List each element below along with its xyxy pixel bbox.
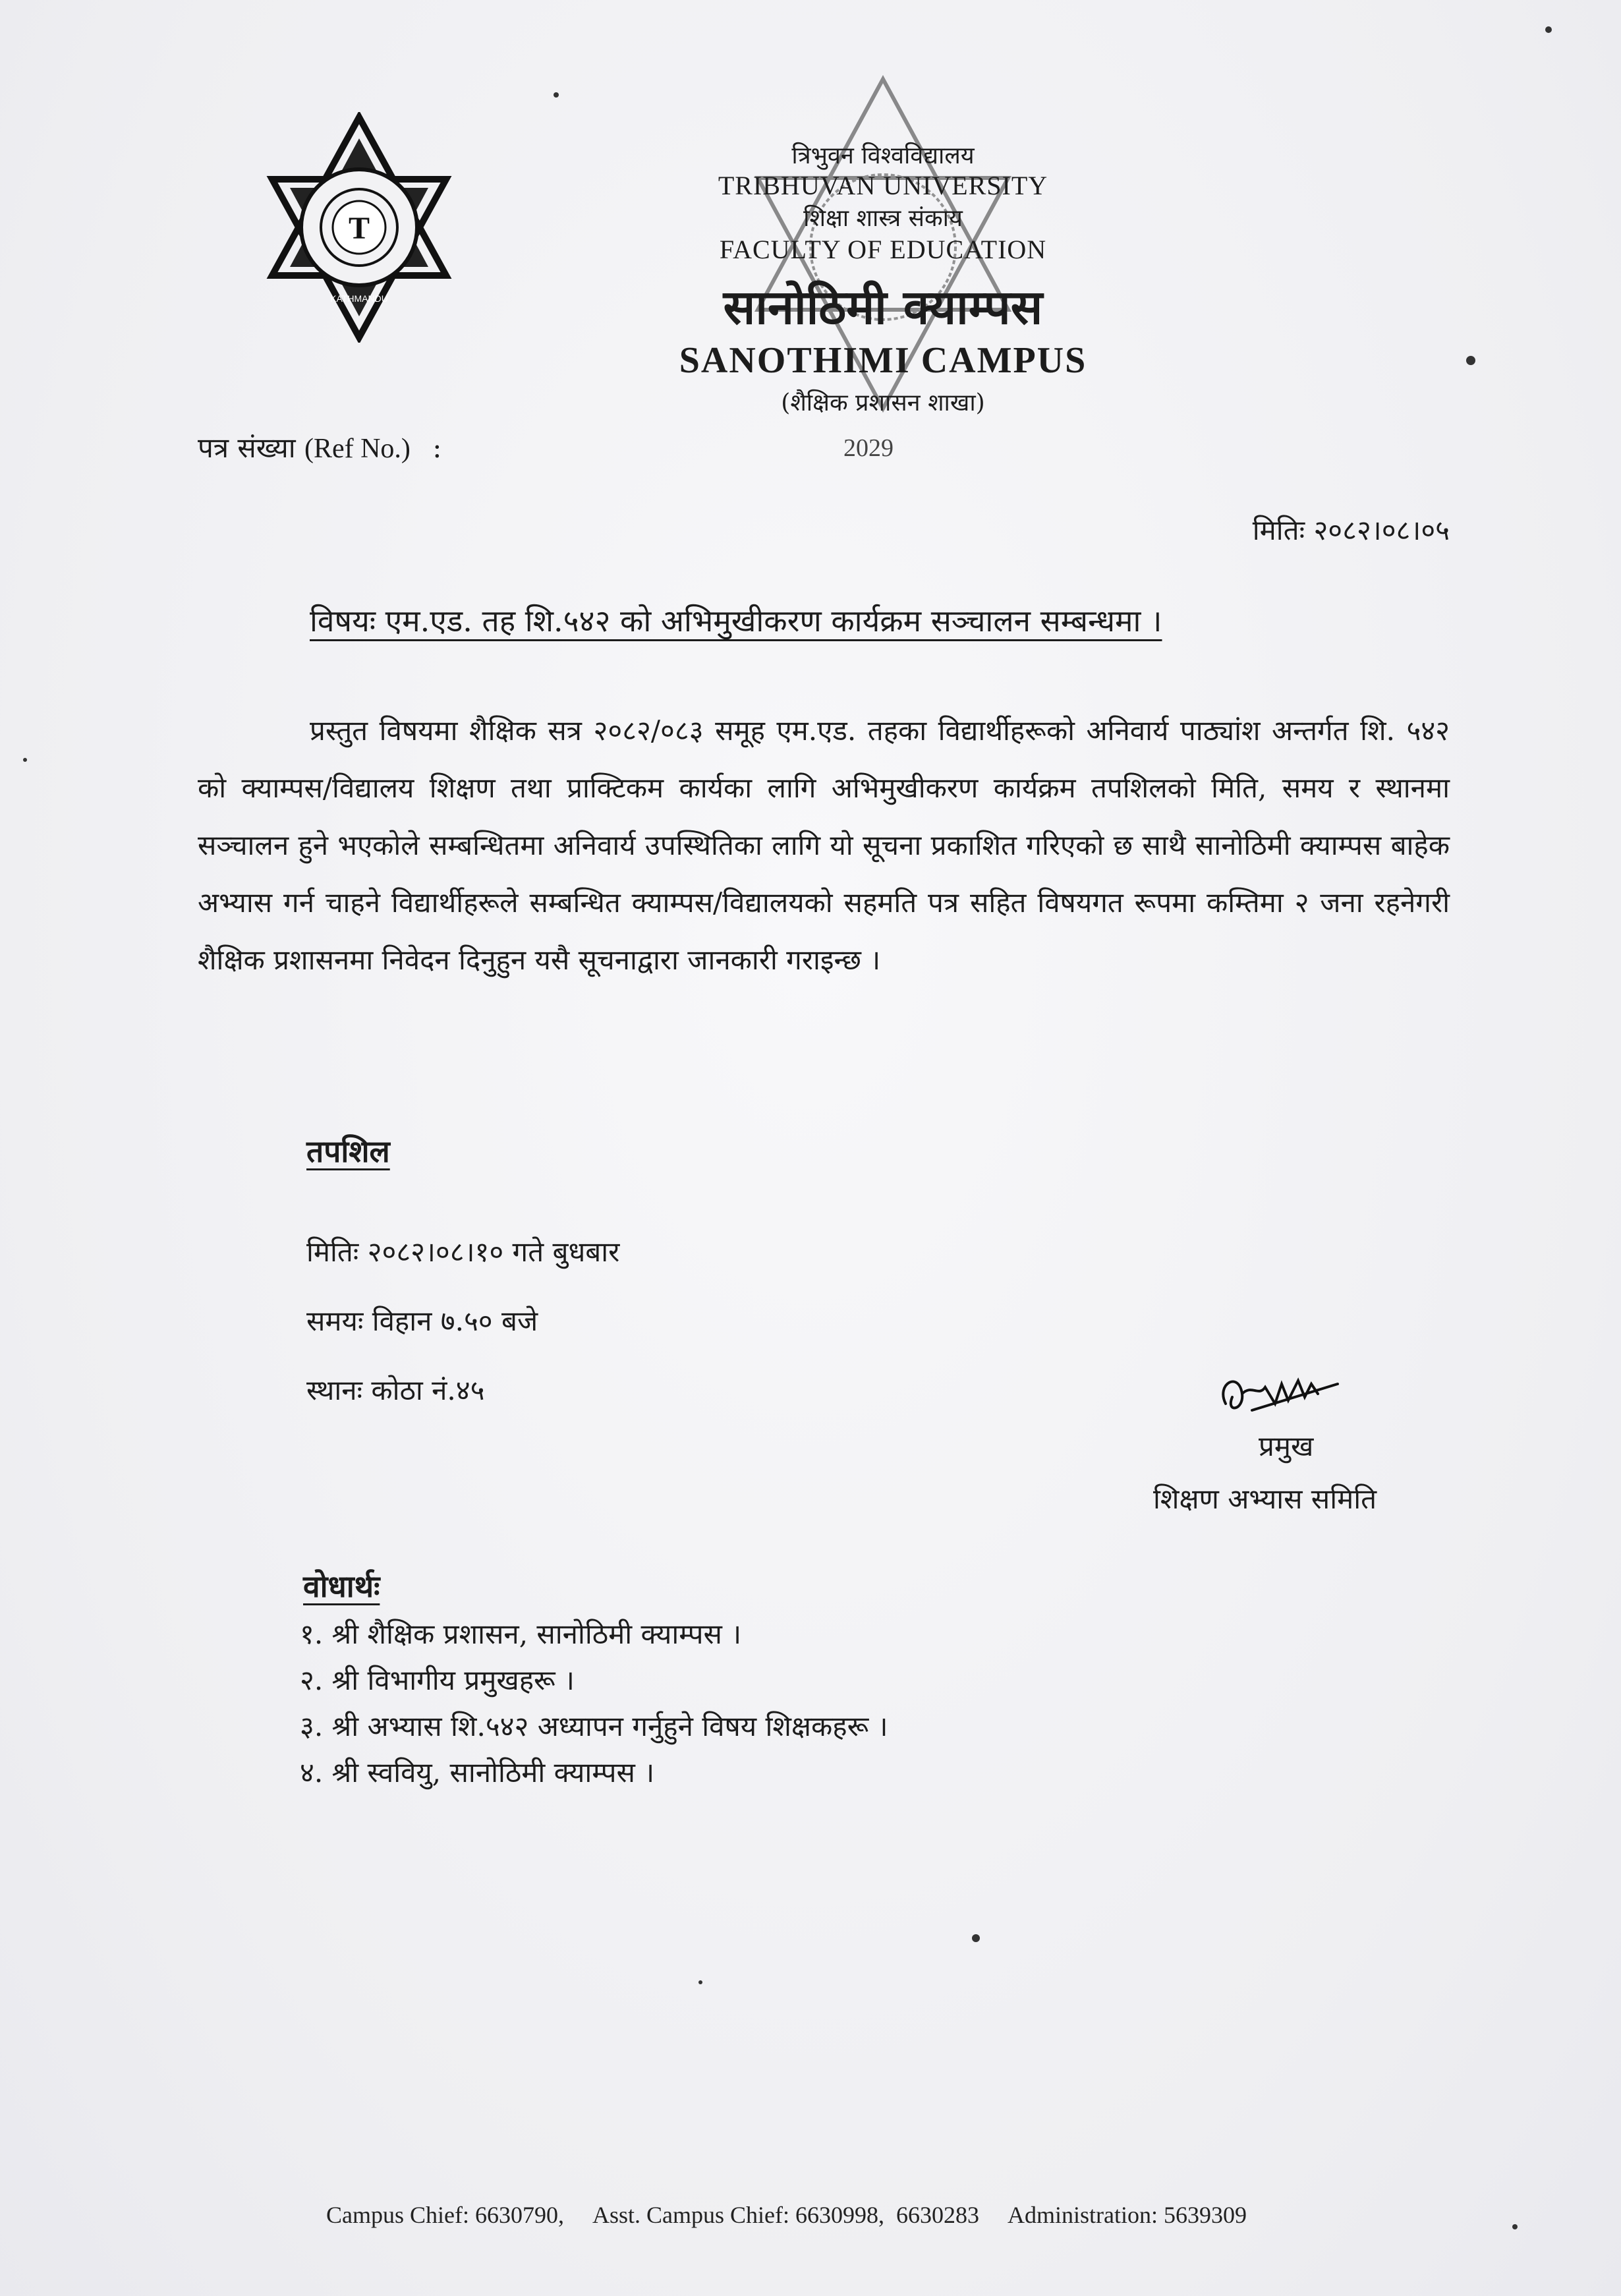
footer-campus-chief: Campus Chief: 6630790, (326, 2202, 564, 2228)
letter-date: मितिः २०८२।०८।०५ (1252, 514, 1450, 546)
university-logo (260, 112, 458, 343)
svg-text:KATHMANDU: KATHMANDU (330, 293, 388, 304)
ref-colon: : (432, 432, 442, 464)
ref-label-np: पत्र संख्या (198, 432, 296, 464)
scan-speck (554, 92, 559, 98)
scan-speck (23, 758, 27, 762)
university-name-en: TRIBHUVAN UNIVERSITY (718, 171, 1048, 200)
scan-speck (1512, 2224, 1518, 2229)
faculty-name-en: FACULTY OF EDUCATION (719, 235, 1047, 264)
tapasil-time: समयः विहान ७.५० बजे (306, 1305, 538, 1337)
ref-label (198, 428, 441, 466)
tapasil-place: स्थानः कोठा नं.४५ (306, 1374, 485, 1406)
tapasil-date: मितिः २०८२।०८।१० गते बुधबार (306, 1236, 620, 1268)
ref-label-en: (Ref No.) (304, 434, 411, 464)
contact-footer (326, 2201, 1247, 2229)
footer-administration: Administration: 5639309 (1008, 2202, 1247, 2228)
scan-speck (1545, 26, 1552, 33)
signatory-committee: शिक्षण अभ्यास समिति (1153, 1483, 1377, 1515)
signatory-title: प्रमुख (1259, 1430, 1314, 1462)
faculty-name-np: शिक्षा शास्त्र संकाय (803, 205, 963, 232)
bodharth-item: ३. श्री अभ्यास शि.५४२ अध्यापन गर्नुहुने विषय शिक्षकहरू । (300, 1710, 888, 1742)
section-name: (शैक्षिक प्रशासन शाखा) (781, 389, 985, 416)
handwritten-signature (1212, 1358, 1344, 1430)
scan-speck (972, 1934, 980, 1942)
body-paragraph: प्रस्तुत विषयमा शैक्षिक सत्र २०८२/०८३ समूह एम.एड. तहका विद्यार्थीहरूको अनिवार्य पाठ्यांश अन्तर्गत शि. ५४२ को क्याम्पस/विद्यालय शिक्षण तथा प्राक्टिकम कार्यका लागि अभिमुखीकरण कार्यक्रम तपशिलको मिति, समय र स्थानमा सञ्चालन हुने भएकोले सम्बन्धितमा अनिवार्य उपस्थितिका लागि यो सूचना प्रकाशित गरिएको छ साथै सानोठिमी क्याम्पस बाहेक अभ्यास गर्न चाहने विद्यार्थीहरूले सम्बन्धित क्याम्पस/विद्यालयको सहमति पत्र सहित विषयगत रूपमा कम्तिमा २ जना रहनेगरी शैक्षिक प्रशासनमा निवेदन दिनुहुन यसै सूचनाद्वारा जानकारी गराइन्छ । (198, 714, 1450, 976)
university-name-np: त्रिभुवन विश्वविद्यालय (791, 142, 975, 169)
campus-name-np: सानोठिमी क्याम्पस (723, 279, 1043, 335)
footer-asst-campus-chief: Asst. Campus Chief: 6630998, 6630283 (592, 2202, 980, 2228)
svg-text:T: T (348, 211, 370, 246)
campus-name-en: SANOTHIMI CAMPUS (679, 340, 1087, 381)
subject-line: विषयः एम.एड. तह शि.५४२ को अभिमुखीकरण कार्यक्रम सञ्चालन सम्बन्धमा । (310, 603, 1162, 639)
tapasil-heading: तपशिल (306, 1134, 390, 1169)
bodharth-item: १. श्री शैक्षिक प्रशासन, सानोठिमी क्याम्पस । (300, 1618, 742, 1650)
bodharth-item: ४. श्री स्ववियु, सानोठिमी क्याम्पस । (300, 1756, 655, 1789)
scan-speck (1466, 356, 1475, 365)
scan-speck (698, 1980, 702, 1984)
bodharth-item: २. श्री विभागीय प्रमुखहरू । (300, 1664, 575, 1696)
ref-number: 2029 (843, 434, 894, 462)
bodharth-heading: वोधार्थः (303, 1568, 380, 1604)
